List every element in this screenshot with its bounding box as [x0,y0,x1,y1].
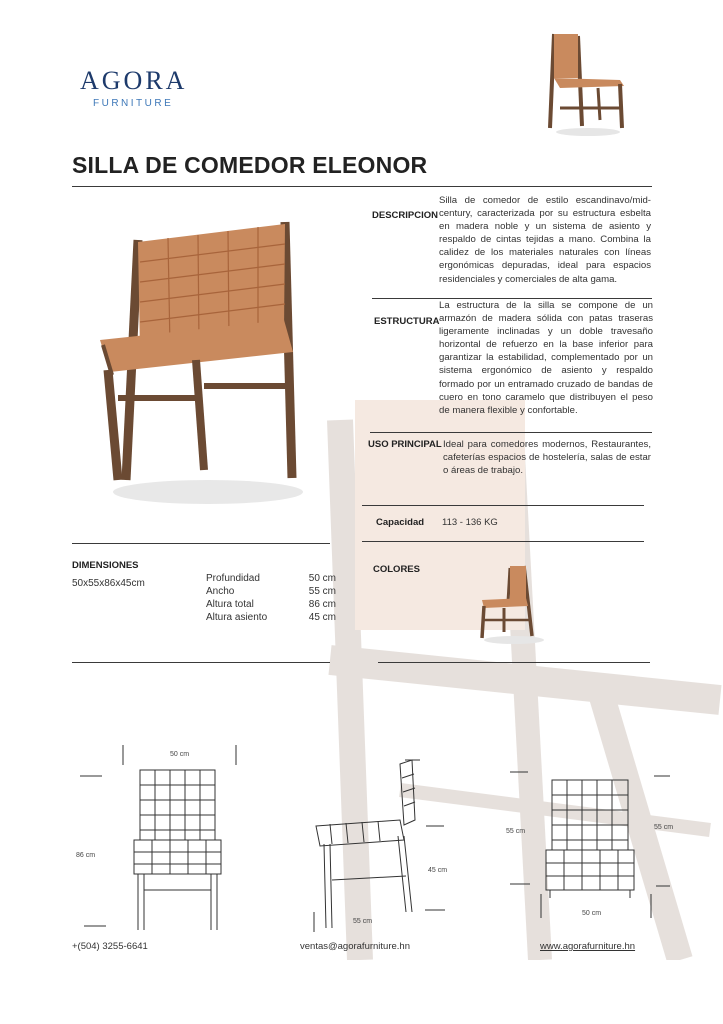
drawing-label-front-width: 50 cm [170,751,190,758]
drawing-label-back-left: 55 cm [506,828,526,835]
dimensiones-top-divider [72,543,330,544]
uso-label: USO PRINCIPAL [368,439,442,450]
capacidad-value: 113 - 136 KG [442,517,498,528]
dimensiones-table [206,572,336,624]
uso-divider [362,505,644,506]
main-chair-photo [78,210,318,510]
chair-thumbnail-top [540,28,630,138]
estructura-divider [370,432,652,433]
drawing-label-side-depth: 55 cm [353,918,373,925]
capacidad-divider [362,541,644,542]
dim-value: 86 cm [308,599,336,610]
brand-logo: AGORA [80,66,188,95]
dim-value: 45 cm [308,612,336,623]
colores-label: COLORES [373,564,420,575]
dim-name: Profundidad [206,573,260,584]
color-swatch-chair [474,562,548,646]
dimensiones-bottom-divider [72,662,330,663]
colores-divider [378,662,650,663]
footer-phone[interactable]: +(504) 3255-6641 [72,941,148,952]
capacidad-label: Capacidad [376,517,425,528]
drawing-label-back-width: 50 cm [582,910,602,917]
dim-name: Altura total [206,599,254,610]
estructura-text: La estructura de la silla se compone de un armazón de madera sólida con patas traseras ligeramente inclinadas y un doble travesaño horizontal de refuerzo en la base inferior para garantizar la estabilidad, complementado por un sistema ergonómico de asiento y respaldo formado por un entramado cruzado de bandas de cuero en tono caramelo que distribuyen el peso de manera flexible y confortable. [439,300,653,416]
uso-text: Ideal para comedores modernos, Restaurantes, cafeterías espacios de hostelería, salas de estar o áreas de trabajo. [443,439,651,477]
dim-row-ancho [206,585,336,598]
title-divider [72,186,652,187]
dim-name: Altura asiento [206,612,268,623]
dim-value: 55 cm [308,586,336,597]
dimensiones-summary: 50x55x86x45cm [72,578,145,589]
drawing-label-back-right: 55 cm [654,824,674,831]
dim-row-profundidad [206,572,336,585]
technical-drawings [70,740,670,940]
drawing-label-side-seat: 45 cm [428,867,448,874]
page-title: SILLA DE COMEDOR ELEONOR [72,152,428,178]
brand-logo-sub: FURNITURE [93,98,174,109]
descripcion-label: DESCRIPCION [372,210,438,221]
drawing-label-front-height: 86 cm [76,852,96,859]
dim-name: Ancho [206,586,235,597]
dimensiones-label: DIMENSIONES [72,560,139,571]
footer-website-link[interactable]: www.agorafurniture.hn [540,941,636,952]
estructura-label: ESTRUCTURA [374,316,440,327]
dim-value: 50 cm [308,573,336,584]
descripcion-text: Silla de comedor de estilo escandinavo/mid-century, caracterizada por su estructura esbelta en madera noble y un sistema de asiento y respaldo de cintas tejidas a mano. Combina la calidez de los materiales naturales con líneas ergonómicas depuradas, ideal para espacios residenciales y comerciales de alta gama. [439,195,651,285]
dim-row-altura-total [206,598,336,611]
dim-row-altura-asiento [206,611,336,624]
footer-email[interactable]: ventas@agorafurniture.hn [300,941,410,952]
